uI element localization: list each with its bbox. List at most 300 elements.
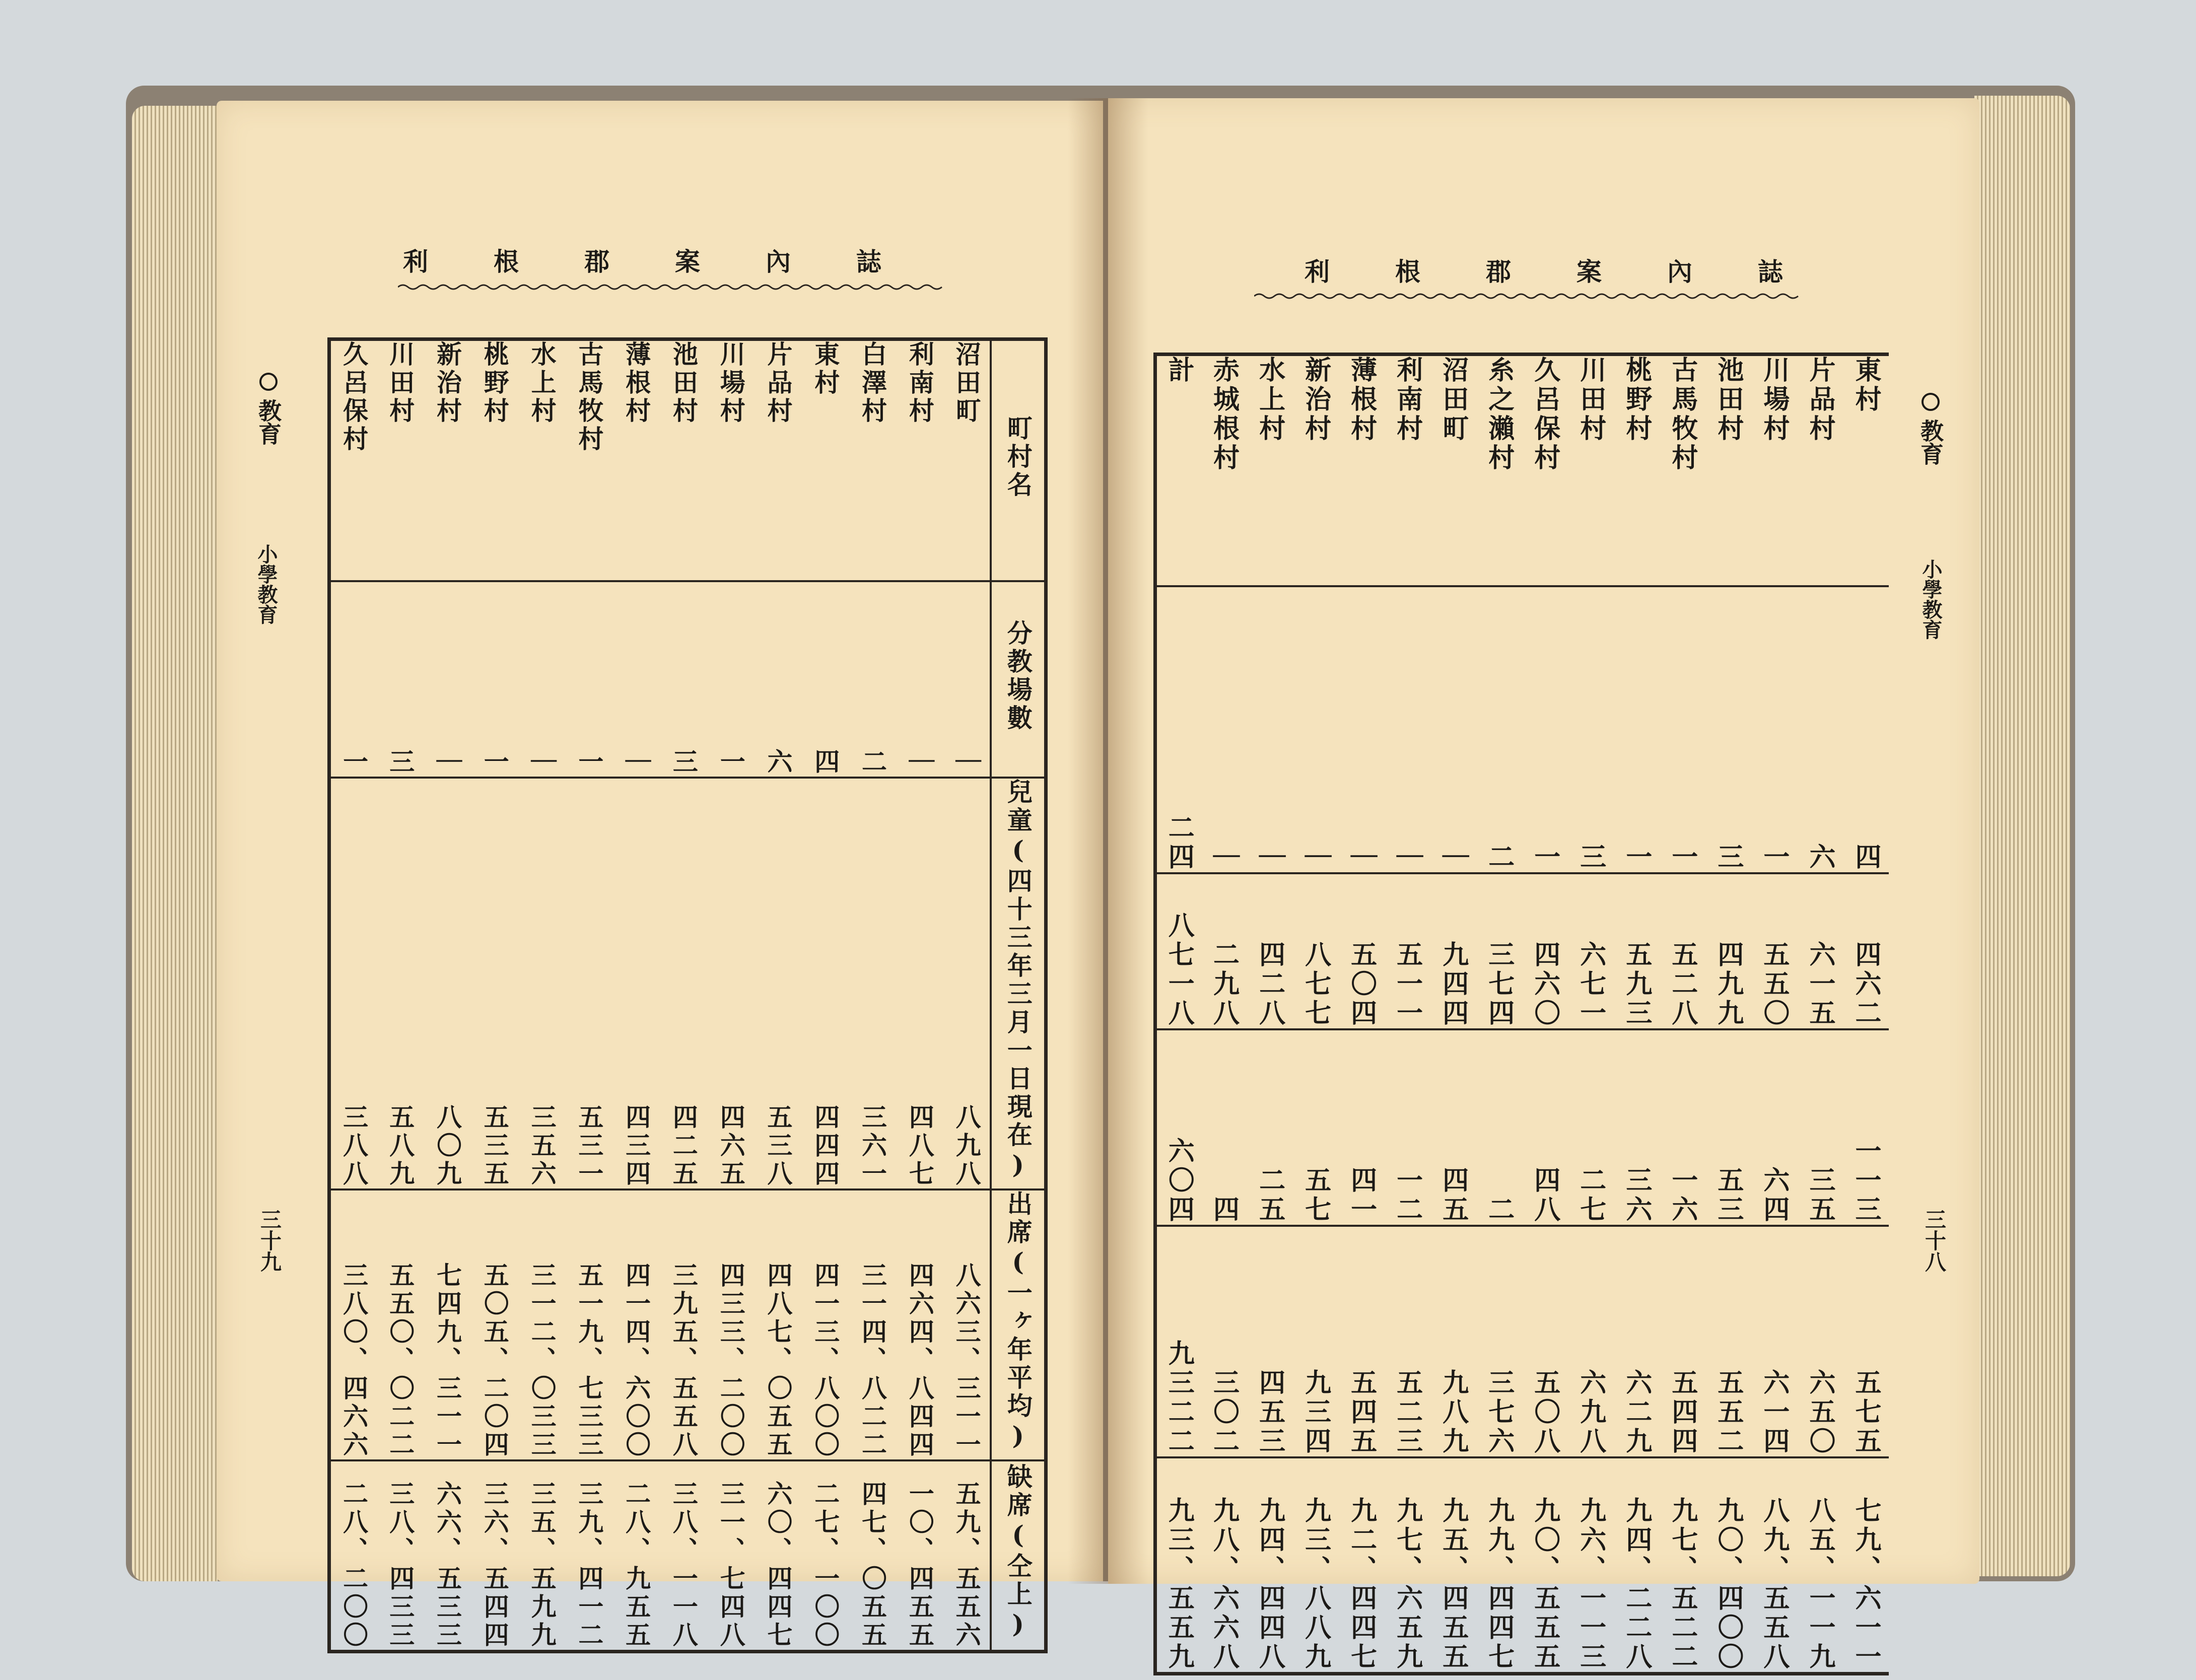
value-cell — [1385, 1226, 1430, 1457]
value-text: 六六、五三三 — [433, 1481, 463, 1650]
value-cell — [849, 1189, 896, 1460]
value-text: 三 — [668, 748, 699, 777]
value-text: ｜ — [1208, 843, 1240, 872]
value-text: ｜ — [951, 748, 982, 777]
value-text: 九〇、五五五 — [1529, 1497, 1560, 1672]
value-text: 三八八 — [339, 1103, 369, 1188]
value-text: 三八〇、四六六 — [339, 1262, 369, 1459]
value-cell — [1476, 586, 1522, 873]
value-cell — [1155, 1226, 1201, 1457]
value-cell — [565, 778, 612, 1189]
value-text: 二 — [1483, 1195, 1515, 1225]
value-text: 八七七 — [1300, 940, 1331, 1028]
village-name-text: 久呂保村 — [339, 341, 369, 454]
value-cell — [1522, 586, 1568, 873]
value-text: 三七六 — [1483, 1368, 1515, 1456]
value-cell — [1339, 1029, 1385, 1226]
right-page-edges — [1974, 96, 2070, 1576]
book-gutter — [1068, 98, 1148, 1584]
value-cell — [1476, 1457, 1522, 1674]
value-cell — [849, 778, 896, 1189]
value-cell — [1751, 586, 1797, 873]
value-cell — [329, 581, 377, 778]
value-cell — [1705, 1226, 1751, 1457]
value-text: 四 — [1850, 843, 1881, 872]
value-cell — [329, 1460, 377, 1652]
value-cell — [1843, 1226, 1889, 1457]
value-cell — [518, 778, 566, 1189]
value-text: 五八九 — [385, 1103, 416, 1188]
value-text: 一 — [574, 748, 604, 777]
value-text: 九四、四四八 — [1254, 1497, 1285, 1672]
value-text: 四二五 — [668, 1103, 699, 1188]
village-name-cell — [1751, 355, 1797, 586]
value-cell — [1155, 1457, 1201, 1674]
village-name-text: 川場村 — [716, 341, 746, 426]
column-header-text: 分教場數 — [1003, 619, 1033, 733]
value-text: 八五、一一九 — [1804, 1497, 1835, 1672]
village-name-cell — [1843, 355, 1889, 586]
column-header-cell — [991, 778, 1046, 1189]
value-cell — [1614, 1029, 1660, 1226]
right-side-education-label: 教育 — [1914, 393, 1947, 465]
value-cell — [612, 581, 660, 778]
value-cell — [1660, 1457, 1705, 1674]
village-name-cell — [707, 339, 754, 581]
value-text: 一 — [479, 748, 510, 777]
table-band — [329, 778, 1046, 1189]
value-text: 一 — [716, 748, 746, 777]
value-text: 九二、四四七 — [1346, 1497, 1377, 1672]
value-cell — [707, 778, 754, 1189]
value-cell — [849, 1460, 896, 1652]
value-text: 五〇五、二〇四 — [479, 1262, 510, 1459]
value-text: 二八、二〇〇 — [339, 1481, 369, 1650]
value-cell — [1751, 1029, 1797, 1226]
value-cell — [424, 581, 471, 778]
value-text: 六 — [763, 748, 793, 777]
value-cell — [1339, 1226, 1385, 1457]
value-text: 三一二、〇三三 — [527, 1262, 557, 1459]
value-cell — [1660, 1226, 1705, 1457]
left-page-edges — [132, 106, 218, 1581]
value-text: 五五二 — [1712, 1368, 1744, 1456]
value-text: 一一三 — [1850, 1137, 1881, 1225]
value-text: 六〇、四四七 — [763, 1481, 793, 1650]
value-cell — [896, 581, 943, 778]
value-text: 四一三、八〇〇 — [810, 1262, 841, 1459]
value-text: 四三四 — [622, 1103, 652, 1188]
value-text: 一六 — [1667, 1166, 1698, 1225]
value-cell — [943, 1460, 991, 1652]
value-text: ｜ — [1300, 843, 1331, 872]
value-text: 九八、六六八 — [1208, 1497, 1240, 1672]
value-cell — [1201, 1226, 1247, 1457]
value-cell — [1705, 586, 1751, 873]
value-cell — [1660, 586, 1705, 873]
value-cell — [801, 1460, 849, 1652]
value-text: 五七 — [1300, 1166, 1331, 1225]
value-cell — [707, 1460, 754, 1652]
value-text: 五五〇 — [1758, 940, 1790, 1028]
value-cell — [518, 581, 566, 778]
village-name-cell — [1476, 355, 1522, 586]
value-text: 三一四、八二二 — [858, 1262, 888, 1459]
village-name-text: 川田村 — [1575, 356, 1606, 444]
value-text: 四一 — [1346, 1166, 1377, 1225]
right-running-header: 利根郡案內誌 — [1305, 257, 1848, 287]
village-name-text: 古馬牧村 — [1667, 356, 1698, 473]
value-cell — [1155, 1029, 1201, 1226]
village-name-cell — [1339, 355, 1385, 586]
value-text: 六二九 — [1621, 1368, 1652, 1456]
value-text: 三五 — [1804, 1166, 1835, 1225]
value-cell — [612, 1189, 660, 1460]
table-band — [329, 1189, 1046, 1460]
value-cell — [896, 1189, 943, 1460]
value-text: 三五六 — [527, 1103, 557, 1188]
village-name-text: 東村 — [810, 341, 841, 397]
village-name-cell — [1705, 355, 1751, 586]
value-cell — [1568, 1457, 1614, 1674]
value-text: 五五〇、〇二二 — [385, 1262, 416, 1459]
value-text: 五三五 — [479, 1103, 510, 1188]
value-cell — [1522, 873, 1568, 1029]
village-name-text: 古馬牧村 — [574, 341, 604, 454]
value-text: ｜ — [433, 748, 463, 777]
value-cell — [943, 1189, 991, 1460]
value-cell — [1201, 586, 1247, 873]
value-cell — [1797, 1029, 1843, 1226]
value-cell — [1339, 1457, 1385, 1674]
table-band — [329, 1460, 1046, 1652]
village-name-text: 赤城根村 — [1208, 356, 1240, 473]
value-text: 六九八 — [1575, 1368, 1606, 1456]
value-text: 九七、六五九 — [1392, 1497, 1423, 1672]
value-text: 一二 — [1392, 1166, 1423, 1225]
village-name-text: 沼田町 — [951, 341, 982, 426]
value-cell — [943, 778, 991, 1189]
value-text: 二七、一〇〇 — [810, 1481, 841, 1650]
value-cell — [1843, 1029, 1889, 1226]
value-cell — [1751, 873, 1797, 1029]
value-text: 四六二 — [1850, 940, 1881, 1028]
value-cell — [424, 778, 471, 1189]
value-cell — [1247, 1226, 1293, 1457]
village-name-text: 水上村 — [527, 341, 557, 426]
value-cell — [660, 1189, 707, 1460]
value-cell — [1705, 1457, 1751, 1674]
value-cell — [424, 1189, 471, 1460]
value-text: 四一四、六〇〇 — [622, 1262, 652, 1459]
value-text: 三一、七四八 — [716, 1481, 746, 1650]
value-text: ｜ — [1346, 843, 1377, 872]
value-cell — [376, 1460, 424, 1652]
village-name-cell — [801, 339, 849, 581]
value-text: 一 — [1667, 843, 1698, 872]
value-cell — [471, 778, 518, 1189]
value-cell — [1705, 873, 1751, 1029]
value-cell — [1568, 586, 1614, 873]
village-name-text: 計 — [1163, 356, 1195, 385]
value-cell — [1293, 586, 1339, 873]
value-text: 四 — [1208, 1195, 1240, 1225]
value-cell — [1797, 873, 1843, 1029]
value-text: 三六 — [1621, 1166, 1652, 1225]
value-text: 七四九、三一一 — [433, 1262, 463, 1459]
value-text: 四三三、二〇〇 — [716, 1262, 746, 1459]
value-text: 五三八 — [763, 1103, 793, 1188]
value-cell — [1522, 1029, 1568, 1226]
value-text: 五〇八 — [1529, 1368, 1560, 1456]
village-name-text: 利南村 — [905, 341, 935, 426]
value-text: 八七一八 — [1163, 911, 1195, 1028]
value-text: 八九八 — [951, 1103, 982, 1188]
value-cell — [1339, 586, 1385, 873]
value-cell — [376, 581, 424, 778]
table-band — [1155, 355, 1889, 586]
value-cell — [1614, 873, 1660, 1029]
value-cell — [1430, 1226, 1476, 1457]
village-name-text: 池田村 — [1712, 356, 1744, 444]
value-text: 三八、一一八 — [668, 1481, 699, 1650]
left-circle-mark — [259, 373, 278, 391]
value-cell — [1385, 873, 1430, 1029]
village-name-cell — [1614, 355, 1660, 586]
value-text: 三〇二 — [1208, 1368, 1240, 1456]
value-text: 三七四 — [1483, 940, 1515, 1028]
value-text: 六〇四 — [1163, 1137, 1195, 1225]
value-text: 五三 — [1712, 1166, 1744, 1225]
value-cell — [329, 778, 377, 1189]
value-cell — [849, 581, 896, 778]
village-name-text: 沼田町 — [1437, 356, 1469, 444]
value-text: 四六五 — [716, 1103, 746, 1188]
value-text: 一 — [1621, 843, 1652, 872]
value-cell — [471, 581, 518, 778]
value-text: 五九三 — [1621, 940, 1652, 1028]
value-text: 五九、五五六 — [951, 1481, 982, 1650]
value-cell — [1797, 1457, 1843, 1674]
value-text: 二八、九五五 — [622, 1481, 652, 1650]
value-text: ｜ — [1254, 843, 1285, 872]
value-text: 九六、一一三 — [1575, 1497, 1606, 1672]
value-cell — [1247, 1457, 1293, 1674]
value-text: 二五 — [1254, 1166, 1285, 1225]
village-name-cell — [754, 339, 802, 581]
right-folio: 三十八 — [1922, 1209, 1947, 1272]
column-header-cell — [991, 581, 1046, 778]
value-text: 四五三 — [1254, 1368, 1285, 1456]
left-side-subsection-label: 小學教育 — [254, 544, 278, 624]
value-cell — [518, 1189, 566, 1460]
value-cell — [707, 581, 754, 778]
value-text: 五四五 — [1346, 1368, 1377, 1456]
village-name-cell — [424, 339, 471, 581]
value-cell — [329, 1189, 377, 1460]
value-text: 四二八 — [1254, 940, 1285, 1028]
right-circle-mark — [1922, 393, 1940, 411]
value-cell — [707, 1189, 754, 1460]
value-cell — [1155, 873, 1201, 1029]
value-cell — [660, 778, 707, 1189]
table-band — [329, 339, 1046, 581]
value-cell — [754, 778, 802, 1189]
value-text: 三八、四三三 — [385, 1481, 416, 1650]
value-cell — [1247, 873, 1293, 1029]
value-cell — [1155, 586, 1201, 873]
column-header-text: 缺席(仝上) — [1003, 1463, 1033, 1642]
value-cell — [1385, 1457, 1430, 1674]
village-name-text: 新治村 — [1300, 356, 1331, 444]
value-cell — [660, 581, 707, 778]
value-cell — [754, 1189, 802, 1460]
value-cell — [1568, 873, 1614, 1029]
value-cell — [565, 1460, 612, 1652]
right-statistics-table — [1153, 353, 1889, 1675]
value-text: 三九、四一二 — [574, 1481, 604, 1650]
value-text: 九三、八八九 — [1300, 1497, 1331, 1672]
value-cell — [943, 581, 991, 778]
value-cell — [801, 778, 849, 1189]
value-cell — [376, 778, 424, 1189]
value-text: ｜ — [905, 748, 935, 777]
village-name-text: 桃野村 — [1621, 356, 1652, 444]
table-band — [1155, 1457, 1889, 1674]
village-name-text: 薄根村 — [1346, 356, 1377, 444]
value-text: 九九、四四七 — [1483, 1497, 1515, 1672]
value-text: 七九、六一一 — [1850, 1497, 1881, 1672]
value-cell — [1430, 1029, 1476, 1226]
village-name-text: 久呂保村 — [1529, 356, 1560, 473]
value-text: 三五、五九九 — [527, 1481, 557, 1650]
village-name-cell — [329, 339, 377, 581]
value-text: 五三一 — [574, 1103, 604, 1188]
value-cell — [896, 1460, 943, 1652]
village-name-cell — [896, 339, 943, 581]
value-cell — [754, 1460, 802, 1652]
value-text: 九〇、四〇〇 — [1712, 1497, 1744, 1672]
value-cell — [1339, 873, 1385, 1029]
value-cell — [1293, 1226, 1339, 1457]
village-name-cell — [943, 339, 991, 581]
village-name-cell — [1247, 355, 1293, 586]
right-header-wavy-rule — [1254, 291, 1803, 301]
value-cell — [1614, 586, 1660, 873]
value-cell — [1522, 1226, 1568, 1457]
column-header-cell — [991, 1189, 1046, 1460]
value-cell — [1293, 1457, 1339, 1674]
value-text: 九三、五五九 — [1163, 1497, 1195, 1672]
village-name-text: 川田村 — [385, 341, 416, 426]
value-cell — [801, 1189, 849, 1460]
table-band — [1155, 1226, 1889, 1457]
value-text: 六 — [1804, 843, 1835, 872]
value-text: 二九八 — [1208, 940, 1240, 1028]
value-cell — [1247, 1029, 1293, 1226]
table-band — [329, 581, 1046, 778]
value-cell — [565, 1189, 612, 1460]
village-name-text: 川場村 — [1758, 356, 1790, 444]
value-cell — [1385, 1029, 1430, 1226]
value-text: 三 — [1712, 843, 1744, 872]
value-cell — [1614, 1457, 1660, 1674]
value-text: 五〇四 — [1346, 940, 1377, 1028]
value-cell — [1430, 586, 1476, 873]
village-name-text: 糸之瀨村 — [1483, 356, 1515, 473]
village-name-cell — [849, 339, 896, 581]
value-cell — [1705, 1029, 1751, 1226]
value-cell — [1614, 1226, 1660, 1457]
value-text: 五一九、七三三 — [574, 1262, 604, 1459]
value-cell — [1797, 1226, 1843, 1457]
village-name-cell — [565, 339, 612, 581]
value-cell — [1522, 1457, 1568, 1674]
value-text: ｜ — [1437, 843, 1469, 872]
value-cell — [376, 1189, 424, 1460]
village-name-text: 桃野村 — [479, 341, 510, 426]
value-text: 九五、四五五 — [1437, 1497, 1469, 1672]
left-statistics-table — [327, 337, 1048, 1653]
table-band — [1155, 1029, 1889, 1226]
value-text: 四七、〇五五 — [858, 1481, 888, 1650]
value-text: 四九九 — [1712, 940, 1744, 1028]
value-cell — [471, 1460, 518, 1652]
value-cell — [1476, 1226, 1522, 1457]
value-cell — [565, 581, 612, 778]
value-text: 二四 — [1163, 813, 1195, 872]
village-name-cell — [660, 339, 707, 581]
village-name-cell — [1293, 355, 1339, 586]
value-text: 四六〇 — [1529, 940, 1560, 1028]
value-text: 五二八 — [1667, 940, 1698, 1028]
value-text: 三 — [1575, 843, 1606, 872]
village-name-cell — [1660, 355, 1705, 586]
value-text: 四八 — [1529, 1166, 1560, 1225]
value-text: 一 — [1529, 843, 1560, 872]
value-text: 二 — [1483, 843, 1515, 872]
village-name-text: 片品村 — [763, 341, 793, 426]
value-cell — [1660, 873, 1705, 1029]
value-cell — [1751, 1226, 1797, 1457]
value-cell — [754, 581, 802, 778]
value-cell — [471, 1189, 518, 1460]
value-text: 九四四 — [1437, 940, 1469, 1028]
column-header-text: 町村名 — [1003, 415, 1033, 500]
value-text: 五七五 — [1850, 1368, 1881, 1456]
value-text: 四八七 — [905, 1103, 935, 1188]
value-text: 八〇九 — [433, 1103, 463, 1188]
value-text: 六一五 — [1804, 940, 1835, 1028]
value-cell — [801, 581, 849, 778]
village-name-text: 水上村 — [1254, 356, 1285, 444]
left-side-education-label: 教育 — [252, 373, 285, 445]
value-text: 六一四 — [1758, 1368, 1790, 1456]
column-header-cell — [991, 1460, 1046, 1652]
value-cell — [660, 1460, 707, 1652]
value-cell — [612, 778, 660, 1189]
value-text: 四五 — [1437, 1166, 1469, 1225]
value-cell — [1843, 1457, 1889, 1674]
village-name-text: 白澤村 — [858, 341, 888, 426]
village-name-cell — [612, 339, 660, 581]
value-cell — [896, 778, 943, 1189]
value-text: 三六、五四四 — [479, 1481, 510, 1650]
value-cell — [1476, 873, 1522, 1029]
value-cell — [1293, 873, 1339, 1029]
value-text: 八六三、三一一 — [951, 1262, 982, 1459]
value-text: 五二三 — [1392, 1368, 1423, 1456]
